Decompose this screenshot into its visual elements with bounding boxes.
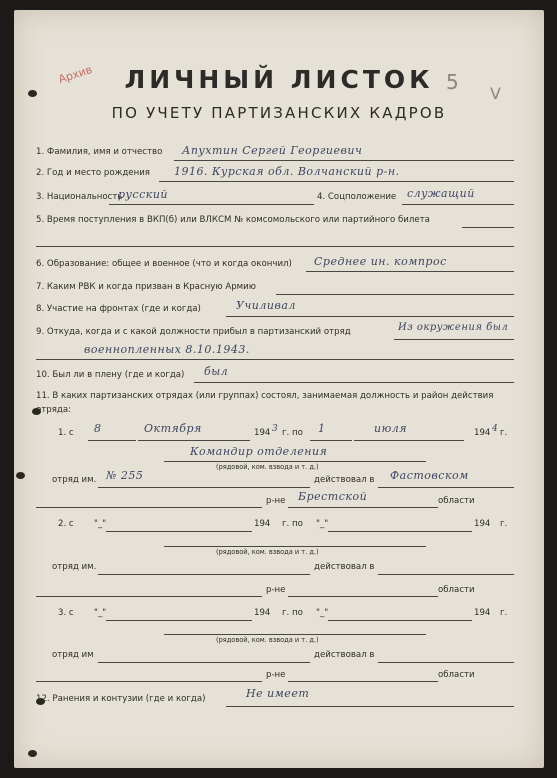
fill-line (378, 487, 514, 488)
acted-label: действовал в (314, 475, 375, 485)
district-label: р-не (266, 670, 286, 680)
field-value-nationality: русский (118, 188, 168, 201)
fill-line (310, 440, 352, 441)
position-caption: (рядовой, ком. взвода и т. д.) (216, 463, 319, 471)
detachment-from-day: "_" (94, 608, 107, 618)
field-value-arrival-cont: военнопленных 8.10.1943. (84, 343, 250, 356)
field-label-conscription: 7. Каким РВК и когда призван в Красную Армию (36, 282, 256, 292)
field-label-fronts: 8. Участие на фронтах (где и когда) (36, 304, 201, 314)
fill-line (394, 339, 514, 340)
field-label-name: 1. Фамилия, имя и отчество (36, 147, 163, 157)
fill-line (164, 546, 426, 547)
position-caption: (рядовой, ком. взвода и т. д.) (216, 548, 319, 556)
field-value-education: Среднее ин. компрос (314, 255, 447, 268)
field-label-nationality: 3. Национальность (36, 192, 123, 202)
fill-line (402, 204, 514, 205)
fill-line (106, 620, 252, 621)
detachment-number: 2. с (58, 519, 74, 529)
fill-line (106, 531, 252, 532)
fill-line (36, 359, 514, 360)
fill-line (288, 681, 438, 682)
fill-line (306, 271, 514, 272)
archive-stamp: Архив (56, 62, 94, 87)
year-prefix: 194 (474, 428, 491, 438)
field-label-detachments-cont: отряда: (36, 405, 71, 415)
field-value-arrival: Из окружения был (398, 322, 509, 333)
fill-line (328, 531, 472, 532)
region-label: области (438, 670, 475, 680)
detachment-from-day: "_" (94, 519, 107, 529)
acted-value: Фастовском (390, 469, 469, 482)
field-label-social: 4. Соцположение (317, 192, 397, 202)
field-value-fronts: Училивал (236, 299, 296, 312)
fill-line (36, 246, 514, 247)
detachment-to-day: "_" (316, 519, 329, 529)
year-prefix: 194 (254, 519, 271, 529)
acted-label: действовал в (314, 562, 375, 572)
year-prefix: 194 (474, 519, 491, 529)
unit-label: отряд им (52, 650, 94, 660)
document-subtitle: ПО УЧЕТУ ПАРТИЗАНСКИХ КАДРОВ (111, 104, 447, 122)
fill-line (194, 382, 514, 383)
fill-line (226, 706, 514, 707)
year-suffix: г. (500, 608, 508, 618)
pencil-number: 5 (446, 70, 459, 94)
fill-line (288, 507, 438, 508)
binder-hole (16, 472, 25, 479)
detachment-to-day: "_" (316, 608, 329, 618)
detachment-from-month: Октября (144, 422, 202, 435)
fill-line (378, 662, 514, 663)
fill-line (164, 634, 426, 635)
fill-line (174, 160, 514, 161)
binder-hole (28, 750, 37, 757)
detachment-number: 1. с (58, 428, 74, 438)
field-value-social: служащий (407, 187, 475, 200)
field-label-captivity: 10. Был ли в плену (где и когда) (36, 370, 185, 380)
field-label-birth: 2. Год и место рождения (36, 168, 150, 178)
field-label-arrival: 9. Откуда, когда и с какой должности прибыл в партизанский отряд (36, 327, 351, 337)
fill-line (354, 440, 464, 441)
field-label-detachments: 11. В каких партизанских отрядах (или группах) состоял, занимаемая должность и район действия (36, 391, 494, 401)
document-title: ЛИЧНЫЙ ЛИСТОК (124, 65, 434, 94)
district-label: р-не (266, 496, 286, 506)
pencil-check-mark: V (490, 84, 501, 103)
fill-line (36, 507, 262, 508)
fill-line (164, 461, 426, 462)
acted-label: действовал в (314, 650, 375, 660)
fill-line (378, 574, 514, 575)
detachment-position: Командир отделения (190, 445, 328, 458)
to-label: г. по (282, 608, 303, 618)
fill-line (98, 662, 310, 663)
field-value-name: Апухтин Сергей Георгиевич (182, 144, 363, 157)
unit-label: отряд им. (52, 475, 97, 485)
to-label: г. по (282, 519, 303, 529)
position-caption: (рядовой, ком. взвода и т. д.) (216, 636, 319, 644)
fill-line (36, 681, 262, 682)
fill-line (98, 487, 310, 488)
district-value: Брестской (298, 490, 368, 503)
fill-line (98, 574, 310, 575)
year-prefix: 194 (254, 428, 271, 438)
fill-line (462, 227, 514, 228)
unit-label: отряд им. (52, 562, 97, 572)
field-value-birth: 1916. Курская обл. Волчанский р-н. (174, 165, 400, 178)
field-label-wounds: 12. Ранения и контузии (где и когда) (36, 694, 206, 704)
year-suffix: г. (500, 428, 508, 438)
field-label-education: 6. Образование: общее и военное (что и когда окончил) (36, 259, 292, 269)
field-label-party: 5. Время поступления в ВКП(б) или ВЛКСМ № комсомольского или партийного билета (36, 215, 430, 225)
region-label: области (438, 496, 475, 506)
fill-line (36, 596, 262, 597)
field-value-wounds: Не имеет (246, 687, 310, 700)
detachment-to-month: июля (374, 422, 408, 435)
fill-line (159, 181, 514, 182)
fill-line (88, 440, 136, 441)
detachment-from-day: 8 (94, 422, 102, 435)
fill-line (288, 596, 438, 597)
year-prefix: 194 (254, 608, 271, 618)
fill-line (276, 294, 514, 295)
year-digit: 3 (272, 424, 279, 434)
year-digit: 4 (492, 424, 499, 434)
personal-record-sheet (14, 10, 544, 768)
year-suffix: г. (500, 519, 508, 529)
detachment-number: 3. с (58, 608, 74, 618)
year-prefix: 194 (474, 608, 491, 618)
fill-line (109, 204, 314, 205)
to-label: г. по (282, 428, 303, 438)
field-value-captivity: был (204, 365, 229, 378)
fill-line (138, 440, 250, 441)
fill-line (226, 316, 514, 317)
fill-line (328, 620, 472, 621)
region-label: области (438, 585, 475, 595)
district-label: р-не (266, 585, 286, 595)
detachment-to-day: 1 (318, 422, 326, 435)
unit-value: № 255 (106, 469, 144, 482)
